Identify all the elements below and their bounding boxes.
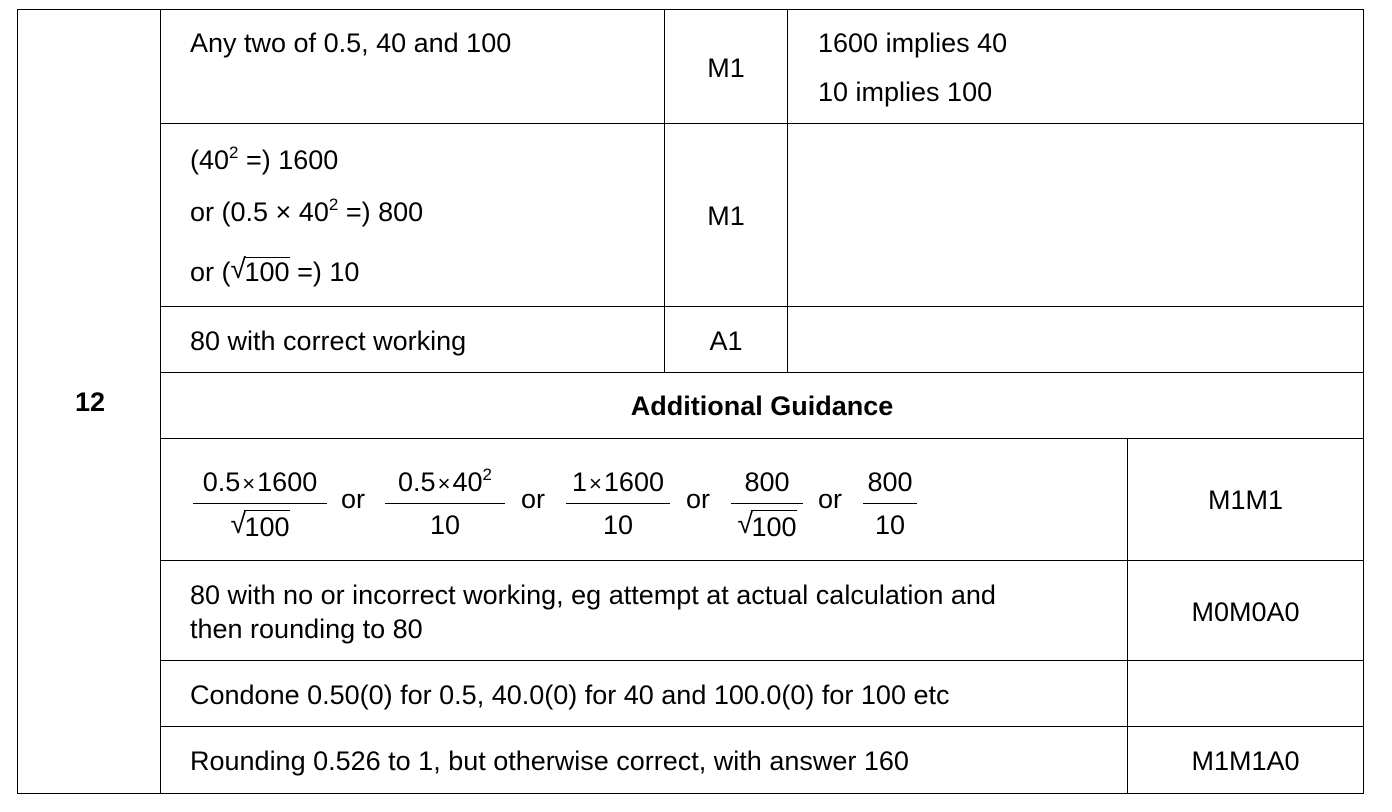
text: or ( [190, 257, 231, 287]
or-word: or [818, 484, 843, 514]
rule [1363, 9, 1364, 794]
rule [787, 9, 788, 372]
row2-working-line2 [190, 195, 424, 227]
times-sign: × [437, 471, 451, 496]
row2-working-line1 [190, 143, 339, 175]
row1-working: Any two of 0.5, 40 and 100 [190, 28, 512, 58]
denominator: 10 [602, 510, 634, 540]
rule [160, 372, 1364, 373]
denominator [193, 504, 327, 543]
radicand: 100 [244, 512, 290, 542]
guidance-item-1-mark: M0M0A0 [1191, 597, 1300, 627]
denominator [731, 504, 803, 543]
rule [160, 660, 1364, 661]
text: 40 [452, 467, 483, 497]
fraction-4 [731, 467, 803, 543]
radical-sign: √ [737, 508, 753, 539]
numerator [566, 467, 670, 504]
exponent: 2 [229, 143, 239, 162]
text: =) 800 [338, 197, 424, 227]
guidance-item-1-line2: then rounding to 80 [190, 614, 423, 644]
text: 0.5 [398, 467, 436, 497]
text: 1600 [257, 467, 318, 497]
rule [17, 793, 1364, 794]
text: 1 [572, 467, 588, 497]
numerator [385, 467, 505, 504]
row2-working-line3 [190, 253, 360, 287]
denominator: 10 [874, 510, 906, 540]
text: 1600 [603, 467, 664, 497]
question-number: 12 [75, 387, 106, 417]
rule [160, 306, 1364, 307]
fraction-3 [566, 467, 670, 541]
rule [160, 726, 1364, 727]
denominator: 10 [429, 510, 461, 540]
row1-comment-line1: 1600 implies 40 [818, 28, 1008, 58]
fraction-5 [863, 467, 917, 541]
square-root [230, 510, 289, 543]
exponent: 2 [482, 465, 492, 484]
text: =) 10 [289, 257, 360, 287]
numerator: 800 [863, 467, 917, 504]
guidance-heading: Additional Guidance [630, 391, 894, 421]
text: =) 1600 [238, 145, 339, 175]
text: or (0.5 × 40 [190, 197, 329, 227]
row1-comment-line2: 10 implies 100 [818, 77, 993, 107]
row2-mark: M1 [707, 201, 745, 231]
times-sign: × [589, 471, 602, 496]
rule [160, 123, 1364, 124]
square-root [230, 253, 290, 287]
exponent: 2 [328, 195, 339, 214]
fractions-mark: M1M1 [1207, 485, 1283, 515]
fraction-1 [193, 467, 327, 543]
fraction-2 [385, 467, 505, 541]
or-word: or [686, 484, 711, 514]
or-word: or [341, 484, 366, 514]
square-root [737, 510, 796, 543]
text: (40 [190, 145, 230, 175]
radical-sign: √ [230, 253, 246, 284]
rule [160, 560, 1364, 561]
row1-mark: M1 [707, 53, 745, 83]
row3-mark: A1 [709, 326, 743, 356]
guidance-item-1-line1: 80 with no or incorrect working, eg attempt at actual calculation and [190, 580, 996, 610]
times-sign: × [242, 471, 256, 496]
rule [17, 9, 18, 794]
radicand: 100 [751, 512, 797, 542]
rule [160, 438, 1364, 439]
numerator [193, 467, 327, 504]
text: 0.5 [202, 467, 241, 497]
row3-working: 80 with correct working [190, 326, 467, 356]
or-word: or [521, 484, 546, 514]
rule [17, 9, 1364, 10]
radical-sign: √ [230, 508, 246, 539]
numerator: 800 [731, 467, 803, 504]
radicand: 100 [244, 257, 290, 287]
guidance-item-2: Condone 0.50(0) for 0.5, 40.0(0) for 40 and 100.0(0) for 100 etc [190, 680, 950, 710]
guidance-item-3-mark: M1M1A0 [1191, 746, 1300, 776]
guidance-item-3: Rounding 0.526 to 1, but otherwise correct, with answer 160 [190, 746, 909, 776]
